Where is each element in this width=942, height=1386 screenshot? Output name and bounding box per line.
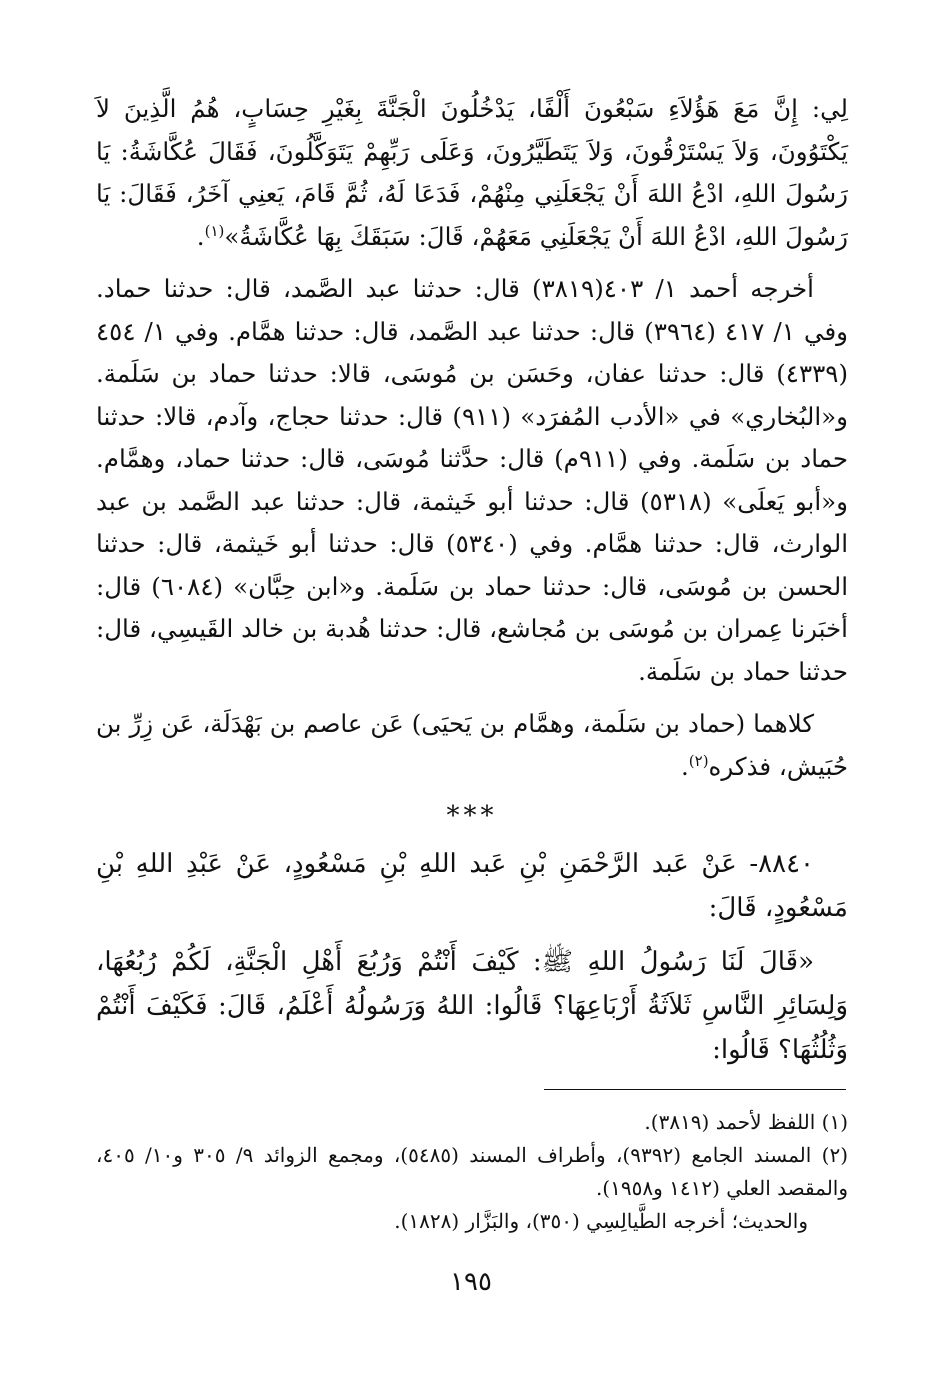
section-separator: *** bbox=[446, 801, 498, 831]
period: . bbox=[680, 751, 689, 781]
footnote-2-continuation: والحديث؛ أخرجه الطَّيالِسِي (٣٥٠)، والبَزَّار (١٨٢٨). bbox=[394, 1209, 808, 1233]
chain-summary-paragraph bbox=[96, 703, 848, 788]
hadith-8840-heading: ٨٨٤٠- عَنْ عَبد الرَّحْمَنِ بْنِ عَبد اللهِ بْنِ مَسْعُودٍ، عَنْ عَبْدِ اللهِ بْنِ مَسْعُودٍ، قَالَ: bbox=[96, 849, 848, 923]
footnote-ref-1[interactable]: (١) bbox=[204, 221, 225, 240]
period: . bbox=[196, 221, 205, 251]
hadith-8840-text: «قَالَ لَنَا رَسُولُ اللهِ ﷺ: كَيْفَ أَنْتُمْ وَرُبُعَ أَهْلِ الْجَنَّةِ، لَكُمْ رُبُعُهَا، وَلِسَائِرِ النَّاسِ ثَلاَثَةُ أَرْبَاعِهَا؟ قَالُوا: اللهُ وَرَسُولُهُ أَعْلَمُ، قَالَ: فَكَيْفَ أَنْتُمْ وَثُلُثُهَا؟ قَالُوا: bbox=[96, 947, 848, 1065]
page-number: ١٩٥ bbox=[450, 1267, 492, 1297]
footnotes bbox=[96, 1106, 848, 1238]
hadith-continuation-text: لِي: إِنَّ مَعَ هَؤُلاَءِ سَبْعُونَ أَلْفًا، يَدْخُلُونَ الْجَنَّةَ بِغَيْرِ حِسَابٍ، هُمُ الَّذِينَ لاَ يَكْتَوُونَ، وَلاَ يَسْتَرْقُونَ، وَلاَ يَتَطَيَّرُونَ، وَعَلَى رَبِّهِمْ يَتَوَكَّلُونَ، فَقَالَ عُكَّاشَةُ: يَا رَسُولَ اللهِ، ادْعُ اللهَ أَنْ يَجْعَلَنِي مِنْهُمْ، فَدَعَا لَهُ، ثُمَّ قَامَ، يَعنِي آخَرُ، فَقَالَ: يَا رَسُولَ اللهِ، ادْعُ اللهَ أَنْ يَجْعَلَنِي مَعَهُمْ، قَالَ: سَبَقَكَ بِهَا عُكَّاشَةُ» bbox=[96, 94, 848, 251]
footnote-2: (٢) المسند الجامع (٩٣٩٢)، وأطراف المسند (٥٤٨٥)، ومجمع الزوائد ٩/ ٣٠٥ و١٠/ ٤٠٥، والمقصد العلي (١٤١٢ و١٩٥٨). bbox=[96, 1143, 848, 1200]
footnote-divider bbox=[544, 1089, 846, 1090]
footnote-1: (١) اللفظ لأحمد (٣٨١٩). bbox=[644, 1110, 848, 1134]
chain-summary-text: كلاهما (حماد بن سَلَمة، وهمَّام بن يَحيَى) عَن عاصم بن بَهْدَلَة، عَن زِرِّ بن حُبَيش، فذكره bbox=[96, 709, 848, 781]
main-text bbox=[96, 88, 848, 1072]
footnote-ref-2[interactable]: (٢) bbox=[688, 751, 709, 770]
hadith-continuation-paragraph bbox=[96, 88, 848, 258]
takhrij-paragraph: أخرجه أحمد ١/ ٤٠٣(٣٨١٩) قال: حدثنا عبد الصَّمد، قال: حدثنا حماد. وفي ١/ ٤١٧ (٣٩٦٤) قال: حدثنا عبد الصَّمد، قال: حدثنا همَّام. وفي ١/ ٤٥٤ (٤٣٣٩) قال: حدثنا عفان، وحَسَن بن مُوسَى، قالا: حدثنا حماد بن سَلَمة. و«البُخاري» في «الأدب المُفرَد» (٩١١) قال: حدثنا حجاج، وآدم، قالا: حدثنا حماد بن سَلَمة. وفي (٩١١م) قال: حدَّثنا مُوسَى، قال: حدثنا حماد، وهمَّام. و«أبو يَعلَى» (٥٣١٨) قال: حدثنا أبو خَيثمة، قال: حدثنا عبد الصَّمد بن عبد الوارث، قال: حدثنا همَّام. وفي (٥٣٤٠) قال: حدثنا أبو خَيثمة، قال: حدثنا الحسن بن مُوسَى، قال: حدثنا حماد بن سَلَمة. و«ابن حِبَّان» (٦٠٨٤) قال: أخبَرنا عِمران بن مُوسَى بن مُجاشع، قال: حدثنا هُدبة بن خالد القَيسِي، قال: حدثنا حماد بن سَلَمة. bbox=[96, 274, 849, 686]
